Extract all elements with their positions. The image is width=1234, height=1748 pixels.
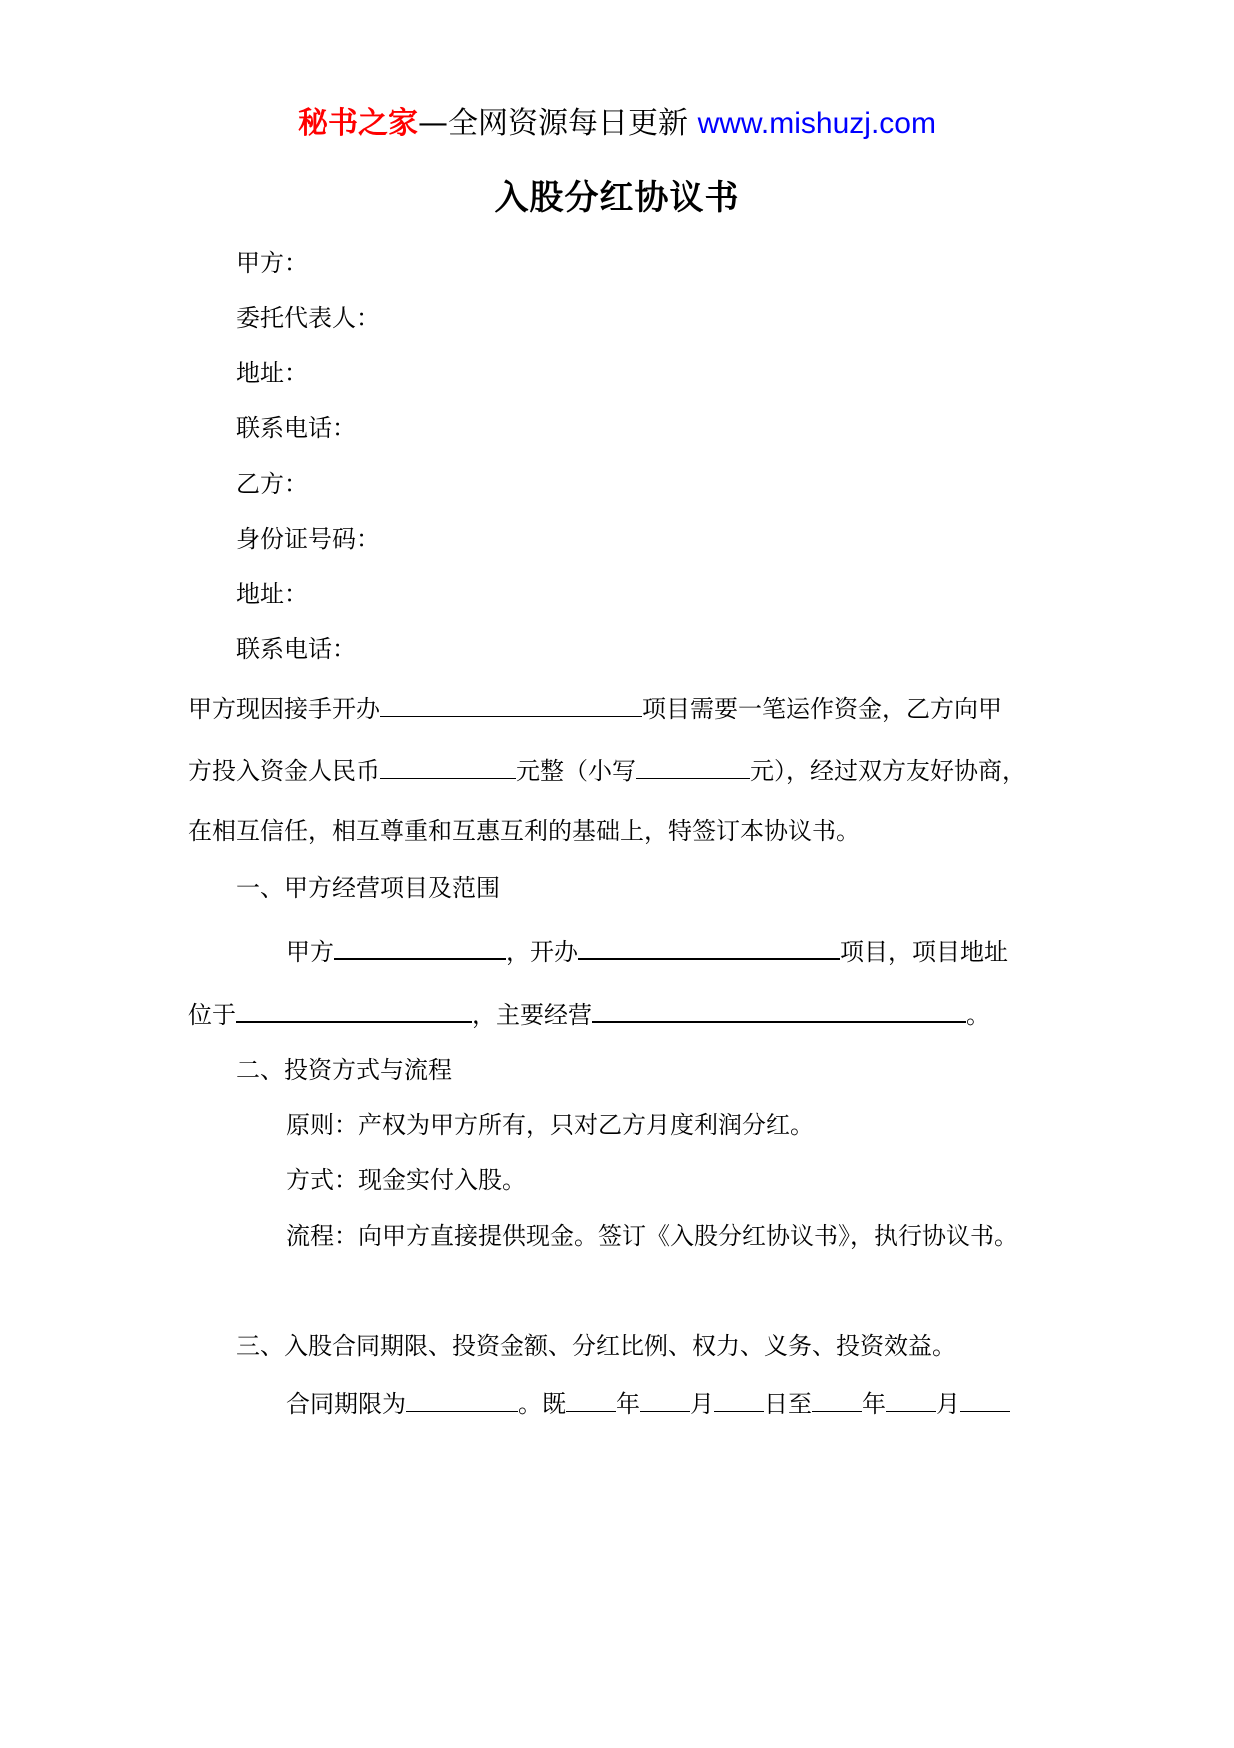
header-tagline: —全网资源每日更新: [418, 106, 689, 141]
section-3-term-line: [286, 1387, 1010, 1419]
party-b-id-label: 身份证号码：: [236, 525, 380, 553]
site-header: [0, 104, 1234, 144]
brand-name: 秘书之家: [298, 106, 419, 141]
project-name-blank: [380, 692, 642, 717]
amount-words-blank: [380, 754, 516, 779]
project-blank: [578, 934, 840, 960]
party-b-label: 乙方：: [236, 470, 308, 498]
term-length-blank: [406, 1387, 518, 1412]
end-day-blank: [960, 1387, 1010, 1412]
section-3-text: 合同期限为: [286, 1390, 406, 1418]
site-url-link[interactable]: www.mishuzj.com: [697, 107, 936, 140]
section-1-text: ，主要经营: [472, 1001, 592, 1029]
section-1-text: 甲方: [286, 938, 334, 966]
party-a-address-label: 地址：: [236, 359, 308, 387]
section-1-heading: 一、甲方经营项目及范围: [236, 874, 500, 902]
start-day-blank: [714, 1387, 764, 1412]
intro-line-1: [188, 692, 1002, 724]
intro-text: 项目需要一笔运作资金，乙方向甲: [642, 695, 1002, 723]
section-2-principle: 原则：产权为甲方所有，只对乙方月度利润分红。: [286, 1111, 814, 1139]
section-1-text: 。: [966, 1001, 990, 1029]
main-business-blank: [592, 997, 966, 1023]
party-a-representative-label: 委托代表人：: [236, 304, 380, 332]
party-a-phone-label: 联系电话：: [236, 414, 356, 442]
end-year-blank: [812, 1387, 862, 1412]
section-3-text: 月: [690, 1390, 714, 1418]
party-a-label: 甲方：: [236, 249, 308, 277]
party-b-address-label: 地址：: [236, 580, 308, 608]
section-1-text: 位于: [188, 1001, 236, 1029]
section-3-heading: 三、入股合同期限、投资金额、分红比例、权力、义务、投资效益。: [236, 1332, 956, 1360]
section-3-text: 。既: [518, 1390, 566, 1418]
project-address-blank: [236, 997, 472, 1023]
section-3-text: 年: [862, 1390, 886, 1418]
intro-text: 方投入资金人民币: [188, 757, 380, 785]
section-2-method: 方式：现金实付入股。: [286, 1166, 526, 1194]
intro-line-3: 在相互信任，相互尊重和互惠互利的基础上，特签订本协议书。: [188, 817, 860, 845]
start-year-blank: [566, 1387, 616, 1412]
end-month-blank: [886, 1387, 936, 1412]
section-1-text: ，开办: [506, 938, 578, 966]
intro-text: 元整（小写: [516, 757, 636, 785]
section-1-text: 项目，项目地址: [840, 938, 1008, 966]
party-a-name-blank: [334, 934, 506, 960]
intro-text: 元），经过双方友好协商，: [750, 757, 1026, 785]
intro-text: 甲方现因接手开办: [188, 695, 380, 723]
amount-digits-blank: [636, 754, 750, 779]
section-1-line-1: [286, 934, 1008, 967]
document-title: 入股分红协议书: [494, 178, 740, 218]
start-month-blank: [640, 1387, 690, 1412]
section-3-text: 月: [936, 1390, 960, 1418]
section-1-line-2: [188, 997, 990, 1030]
section-2-heading: 二、投资方式与流程: [236, 1056, 452, 1084]
section-3-text: 日至: [764, 1390, 812, 1418]
section-2-process: 流程：向甲方直接提供现金。签订《入股分红协议书》，执行协议书。: [286, 1222, 1018, 1250]
party-b-phone-label: 联系电话：: [236, 635, 356, 663]
intro-line-2: [188, 754, 1026, 786]
section-3-text: 年: [616, 1390, 640, 1418]
